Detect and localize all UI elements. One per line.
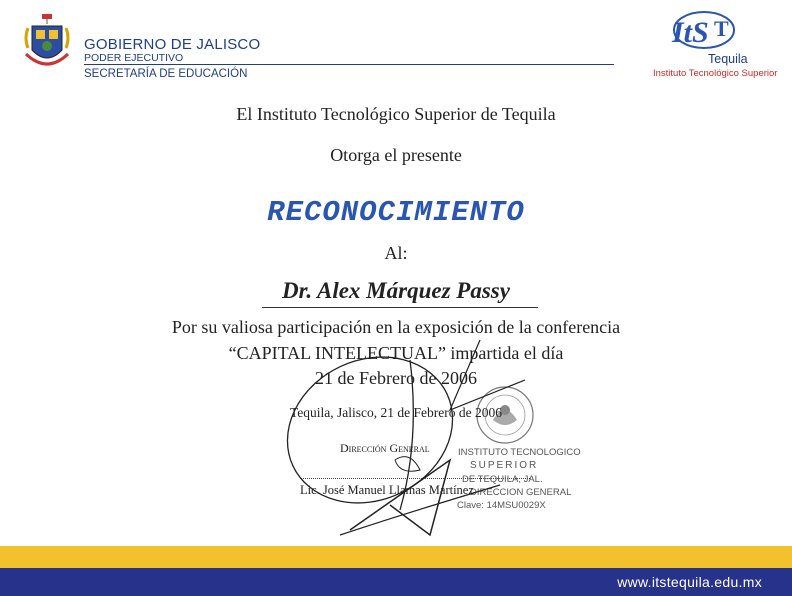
government-subtitle: PODER EJECUTIVO — [84, 52, 184, 64]
institute-full-name: Instituto Tecnológico Superior — [653, 68, 778, 79]
header-divider — [84, 64, 614, 65]
description-line-3: 21 de Febrero de 2006 — [315, 368, 477, 388]
government-title: GOBIERNO DE JALISCO — [84, 36, 261, 53]
stamp-line-5: Clave: 14MSU0029X — [457, 500, 546, 511]
award-title: RECONOCIMIENTO — [267, 196, 525, 229]
stamp-line-3: DE TEQUILA, JAL. — [462, 474, 543, 485]
svg-text:T: T — [714, 16, 729, 41]
recipient-prefix: Al: — [384, 243, 408, 263]
stamp-line-1: INSTITUTO TECNOLOGICO — [458, 447, 581, 458]
footer-bar — [0, 546, 792, 596]
stamp-line-4: DIRECCION GENERAL — [470, 487, 572, 498]
svg-text:ItS: ItS — [672, 16, 709, 49]
itst-logo-icon — [660, 8, 738, 58]
place-date: Tequila, Jalisco, 21 de Febrero de 2006 — [290, 405, 502, 420]
handwritten-signature — [250, 300, 550, 550]
institute-city: Tequila — [708, 52, 748, 66]
stamp-line-2: SUPERIOR — [470, 460, 539, 471]
website-link[interactable]: www.itstequila.edu.mx — [617, 574, 762, 590]
description-line-1: Por su valiosa participación en la exposición de la conferencia — [171, 317, 621, 337]
signatory-name: Lic. José Manuel Llamas Martínez — [300, 483, 474, 497]
institution-name: El Instituto Tecnológico Superior de Tequila — [236, 104, 556, 124]
footer-yellow-stripe — [0, 546, 792, 568]
recipient-name: Dr. Alex Márquez Passy — [282, 278, 510, 303]
description-line-2: “CAPITAL INTELECTUAL” impartida el día — [228, 343, 564, 363]
footer-blue-stripe — [0, 568, 792, 596]
department-name: SECRETARÍA DE EDUCACIÓN — [84, 68, 248, 80]
grants-text: Otorga el presente — [330, 145, 462, 165]
jalisco-coat-of-arms-icon — [22, 14, 72, 72]
direction-label: Dirección General — [340, 441, 430, 455]
